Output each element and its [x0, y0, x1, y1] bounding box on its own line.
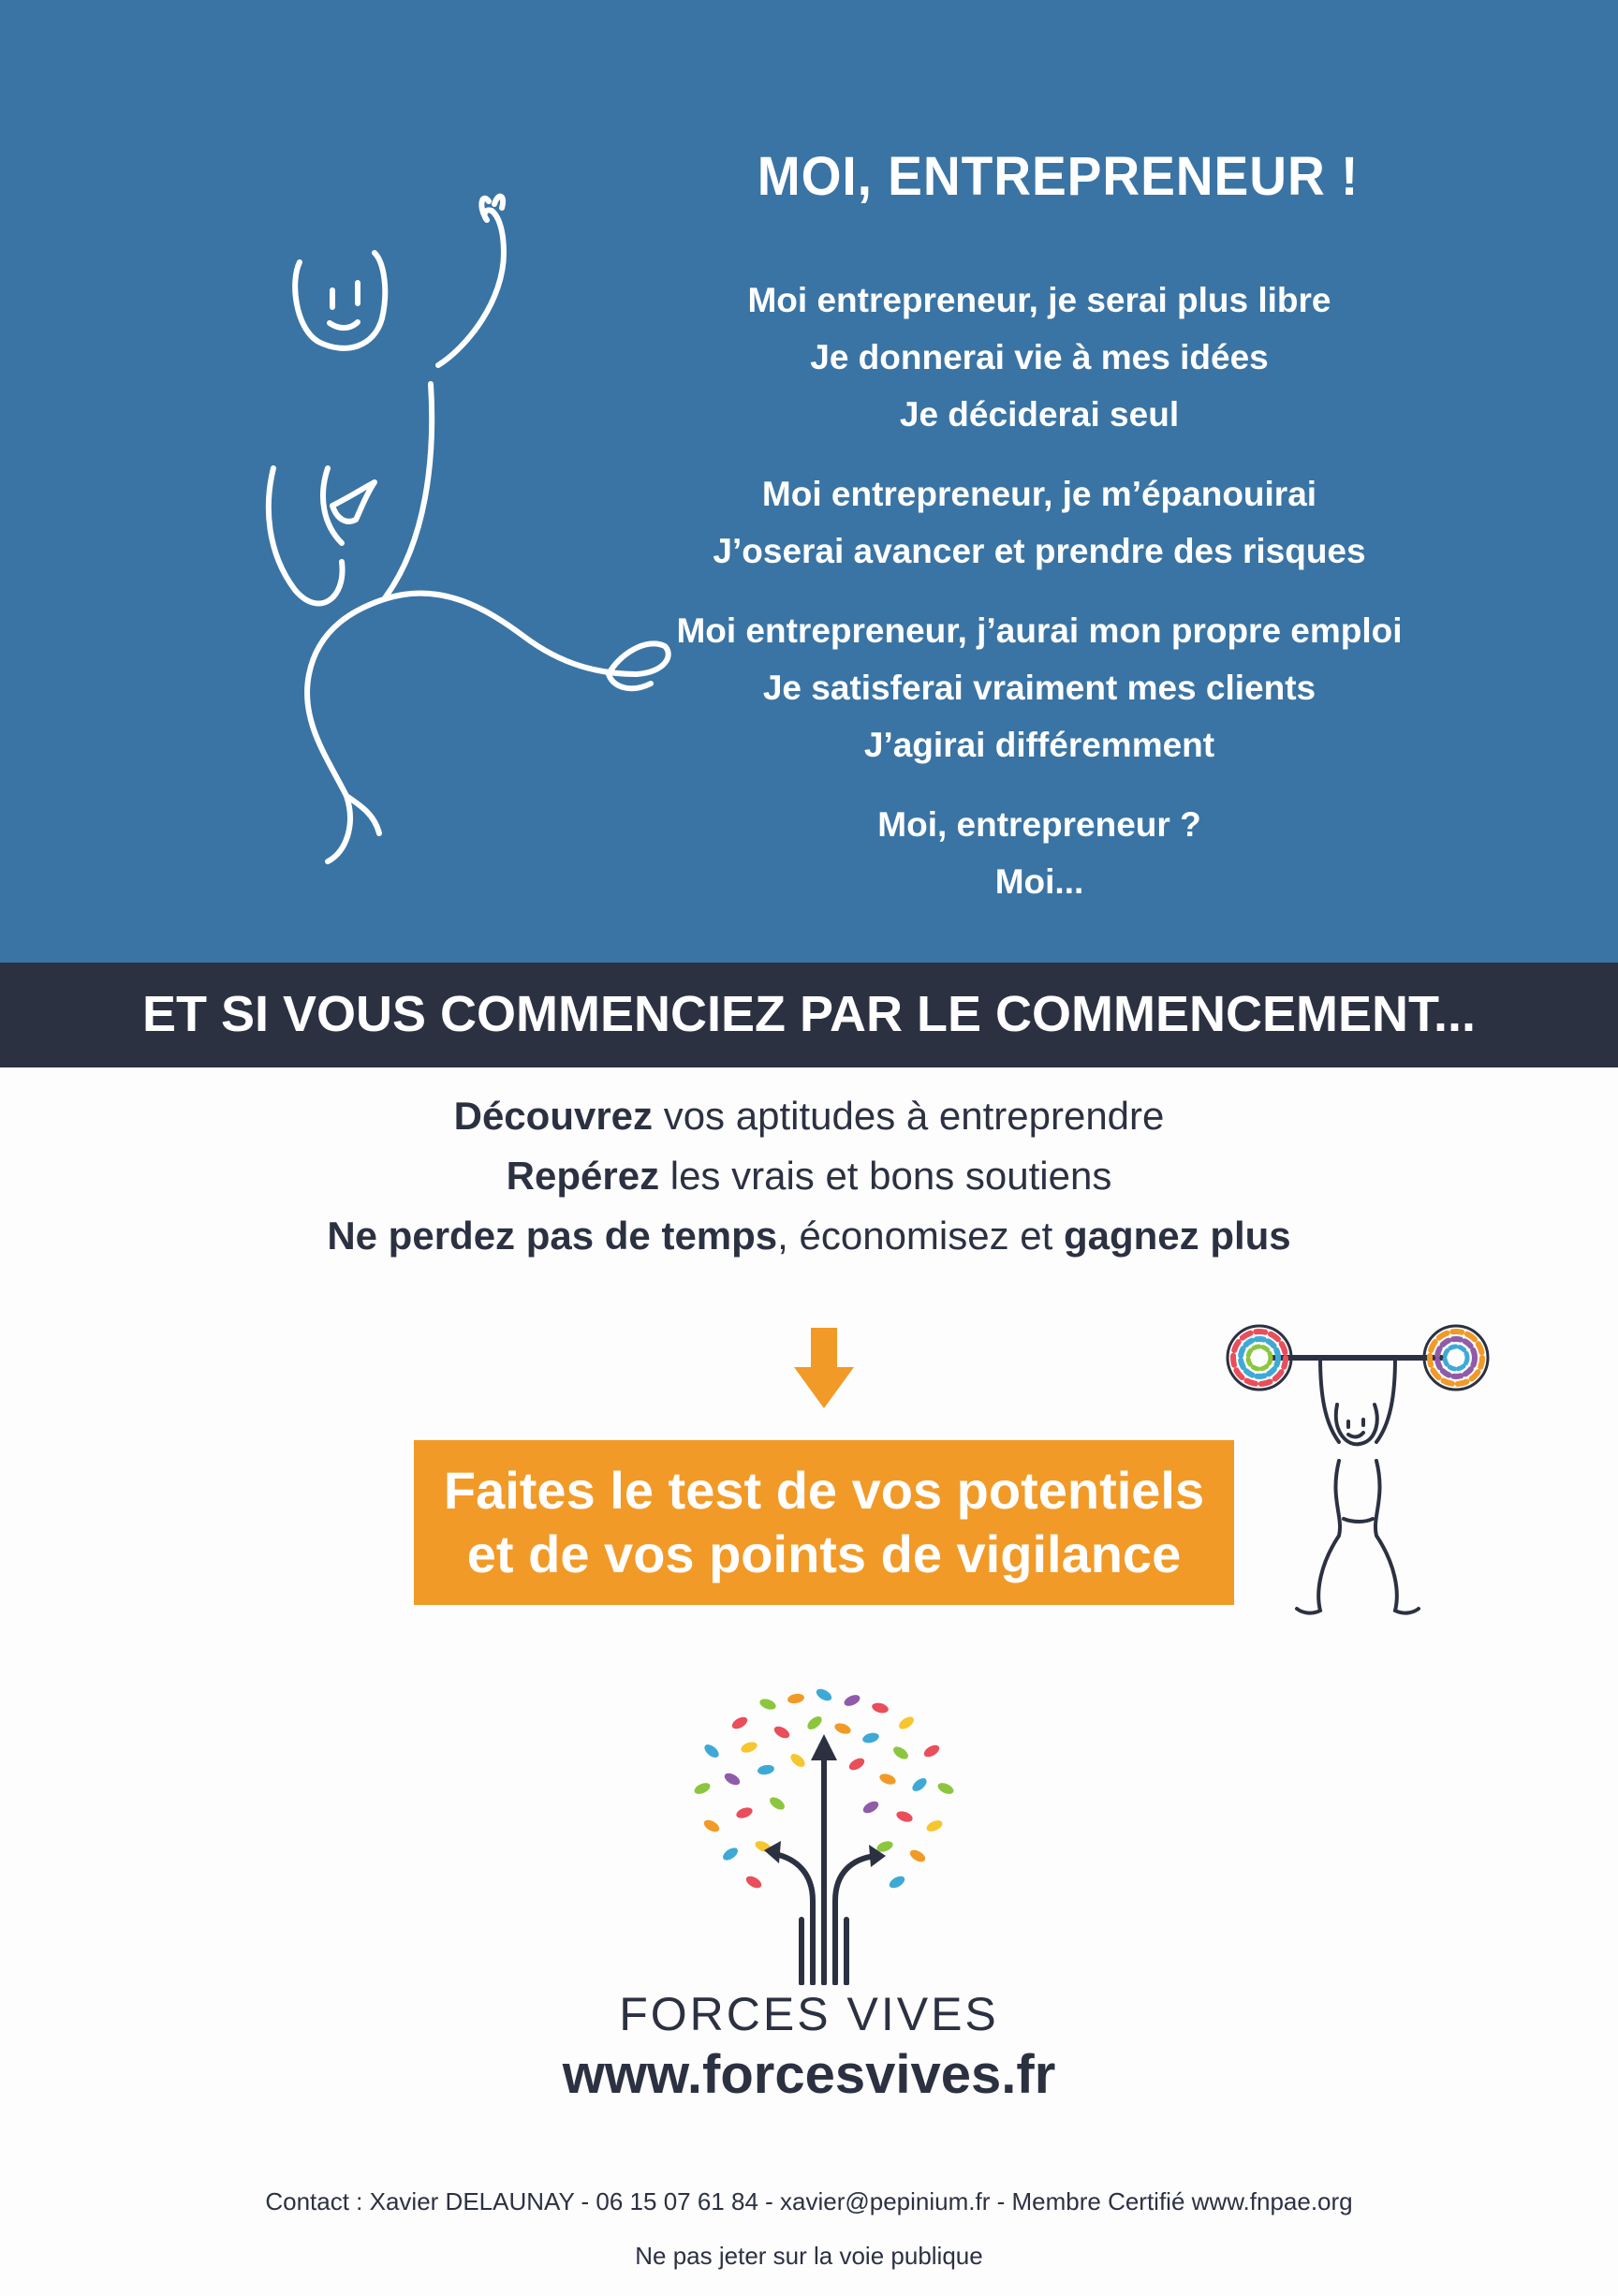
benefit-text: vos aptitudes à entreprendre — [653, 1094, 1165, 1138]
headline-text: ET SI VOUS COMMENCIEZ PAR LE COMMENCEMENT... — [141, 986, 1477, 1042]
cta-line: Faites le test de vos potentiels — [443, 1461, 1205, 1520]
poem-stanza — [618, 272, 1461, 443]
poem-line: Je déciderai seul — [899, 395, 1180, 434]
poem-line: J’oserai avancer et prendre des risques — [713, 532, 1366, 570]
poem-stanza — [618, 796, 1461, 910]
brand-name: FORCES VIVES — [619, 1988, 999, 2040]
benefit-text: , économisez et — [777, 1214, 1064, 1258]
benefit-emphasis: gagnez plus — [1063, 1214, 1291, 1258]
benefit-text: les vrais et bons soutiens — [659, 1154, 1112, 1198]
benefit-line — [0, 1086, 1618, 1146]
contact-info: Contact : Xavier DELAUNAY - 06 15 07 61 84 - xavier@pepinium.fr - Membre Certifié www.fnpae.org — [265, 2187, 1353, 2215]
cta-line: et de vos points de vigilance — [466, 1524, 1182, 1583]
benefit-line — [0, 1206, 1618, 1266]
poem-line: Je donnerai vie à mes idées — [810, 338, 1269, 376]
poem-line: Moi entrepreneur, je m’épanouirai — [761, 475, 1317, 513]
benefits-list — [0, 1086, 1618, 1266]
poem-line: Moi... — [994, 862, 1084, 901]
poem-line: Moi, entrepreneur ? — [877, 805, 1201, 844]
test-cta-box — [414, 1440, 1234, 1605]
page-title: MOI, ENTREPRENEUR ! — [757, 146, 1360, 207]
benefit-emphasis: Découvrez — [453, 1094, 654, 1138]
poem-stanza — [618, 602, 1461, 773]
benefit-emphasis: Ne perdez pas de temps — [327, 1214, 778, 1258]
poem-stanza — [618, 465, 1461, 580]
benefit-emphasis: Repérez — [506, 1154, 660, 1198]
benefit-line — [0, 1146, 1618, 1206]
weightlifter-figure-illustration — [1217, 1311, 1498, 1620]
arrow-down-icon — [794, 1328, 854, 1408]
poem — [618, 272, 1461, 933]
poem-line: J’agirai différemment — [863, 726, 1215, 764]
disposal-notice: Ne pas jeter sur la voie publique — [635, 2242, 983, 2270]
poem-line: Moi entrepreneur, je serai plus libre — [747, 281, 1331, 319]
tree-logo — [684, 1685, 964, 1985]
website-link[interactable]: www.forcesvives.fr — [562, 2044, 1056, 2105]
poem-line: Je satisferai vraiment mes clients — [762, 669, 1316, 707]
poem-line: Moi entrepreneur, j’aurai mon propre emploi — [676, 611, 1403, 650]
